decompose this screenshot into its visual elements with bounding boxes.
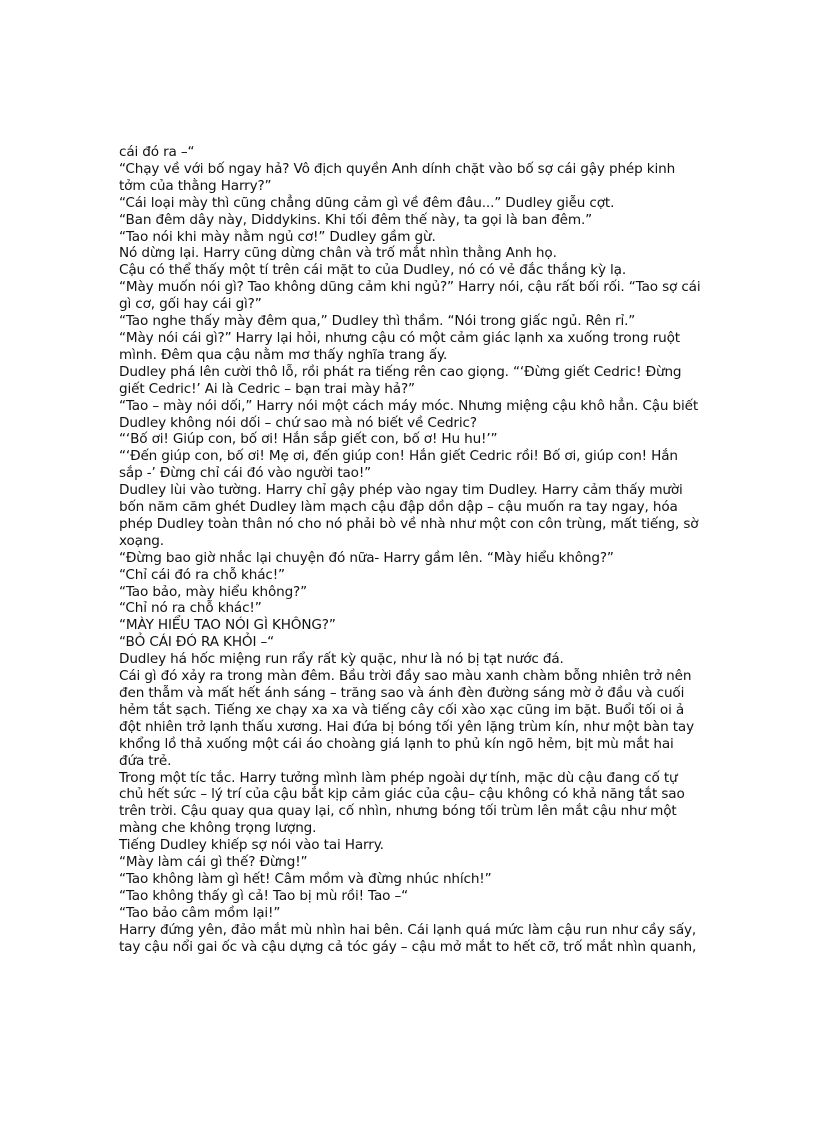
paragraph: “Tao không làm gì hết! Câm mồm và đừng nhúc nhích!”	[119, 870, 492, 887]
paragraph: “Tao bảo, mày hiểu không?”	[119, 583, 308, 600]
paragraph: “BỎ CÁI ĐÓ RA KHỎI –“	[119, 634, 275, 651]
paragraph: “Đừng bao giờ nhắc lại chuyện đó nữa- Harry gầm lên. “Mày hiểu không?”	[119, 549, 614, 566]
paragraph: Dudley há hốc miệng run rẩy rất kỳ quặc, như là nó bị tạt nước đá.	[119, 651, 564, 668]
paragraph: “Tao – mày nói dối,” Harry nói một cách máy móc. Nhưng miệng cậu khô hẳn. Cậu biết Dudley không nói dối – chứ sao mà nó biết về Cedric?	[119, 397, 699, 431]
body-text	[119, 144, 701, 956]
paragraph: Dudley phá lên cười thô lỗ, rồi phát ra tiếng rên cao giọng. “‘Đừng giết Cedric! Đừng giết Cedric!’ Ai là Cedric – bạn trai mày hả?”	[119, 363, 682, 397]
paragraph: Dudley lùi vào tường. Harry chỉ gậy phép vào ngay tim Dudley. Harry cảm thấy mười bốn năm căm ghét Dudley làm mạch cậu đập dồn dập – cậu muốn ra tay ngay, hóa phép Dudley toàn thân nó cho nó phải bò về nhà như một con côn trùng, mất tiếng, sờ xoạng.	[119, 482, 699, 549]
paragraph: Cậu có thể thấy một tí trên cái mặt to của Dudley, nó có vẻ đắc thắng kỳ lạ.	[119, 262, 627, 279]
paragraph: Tiếng Dudley khiếp sợ nói vào tai Harry.	[119, 837, 384, 854]
paragraph: “Tao bảo câm mồm lại!”	[119, 904, 281, 921]
paragraph: Nó dừng lại. Harry cũng dừng chân và trố mắt nhìn thằng Anh họ.	[119, 245, 557, 262]
paragraph: “‘Đến giúp con, bố ơi! Mẹ ơi, đến giúp con! Hắn giết Cedric rồi! Bố ơi, giúp con! Hắn sắp -’ Đừng chỉ cái đó vào người tao!”	[119, 448, 678, 482]
paragraph: “MÀY HIỂU TAO NÓI GÌ KHÔNG?”	[119, 617, 336, 634]
paragraph: “Tao nói khi mày nằm ngủ cơ!” Dudley gầm gừ.	[119, 228, 436, 245]
paragraph: “Ban đêm dây này, Diddykins. Khi tối đêm thế này, ta gọi là ban đêm.”	[119, 211, 593, 228]
paragraph: “Cái loại mày thì cũng chẳng dũng cảm gì về đêm đâu...” Dudley giễu cợt.	[119, 194, 615, 211]
paragraph: “Tao không thấy gì cả! Tao bị mù rồi! Tao –“	[119, 887, 409, 904]
paragraph: “Chỉ cái đó ra chỗ khác!”	[119, 566, 285, 583]
paragraph: Cái gì đó xảy ra trong màn đêm. Bầu trời đầy sao màu xanh chàm bỗng nhiên trở nên đen thẫm và mất hết ánh sáng – trăng sao và ánh đèn đường sáng mờ ở đầu và cuối hẻm tắt sạch. Tiếng xe chạy xa xa và tiếng cây cối xào xạc cũng im bặt. Buổi tối oi ả đột nhiên trở lạnh thấu xương. Hai đứa bị bóng tối yên lặng trùm kín, như một bàn tay khổng lồ thả xuống một cái áo choàng giá lạnh to phủ kín ngõ hẻm, bịt mù mắt hai đứa trẻ.	[119, 668, 694, 769]
paragraph: “Mày nói cái gì?” Harry lại hỏi, nhưng cậu có một cảm giác lạnh xa xuống trong ruột mình. Đêm qua cậu nằm mơ thấy nghĩa trang ấy.	[119, 329, 680, 363]
paragraph: Harry đứng yên, đảo mắt mù nhìn hai bên. Cái lạnh quá mức làm cậu run như cầy sấy, tay cậu nổi gai ốc và cậu dựng cả tóc gáy – cậu mở mắt to hết cỡ, trố mắt nhìn quanh,	[119, 921, 697, 955]
paragraph: Trong một tíc tắc. Harry tưởng mình làm phép ngoài dự tính, mặc dù cậu đang cố tự chủ hết sức – lý trí của cậu bắt kịp cảm giác của cậu– cậu không có khả năng tắt sao trên trời. Cậu quay qua quay lại, cố nhìn, nhưng bóng tối trùm lên mắt cậu như một màng che không trọng lượng.	[119, 769, 685, 837]
paragraph: “Chỉ nó ra chỗ khác!”	[119, 600, 262, 617]
paragraph: cái đó ra –“	[119, 144, 195, 160]
paragraph: “Mày muốn nói gì? Tao không dũng cảm khi ngủ?” Harry nói, cậu rất bối rối. “Tao sợ cái gì cơ, gối hay cái gì?”	[119, 279, 701, 313]
paragraph: “Chạy về với bố ngay hả? Vô địch quyền Anh dính chặt vào bố sợ cái gậy phép kinh tởm của thằng Harry?”	[119, 160, 676, 194]
paragraph: “Mày làm cái gì thế? Đừng!”	[119, 854, 308, 871]
paragraph: “Tao nghe thấy mày đêm qua,” Dudley thì thầm. “Nói trong giấc ngủ. Rên rỉ.”	[119, 313, 636, 330]
paragraph: “‘Bố ơi! Giúp con, bố ơi! Hắn sắp giết con, bố ơ! Hu hu!’”	[119, 431, 498, 448]
